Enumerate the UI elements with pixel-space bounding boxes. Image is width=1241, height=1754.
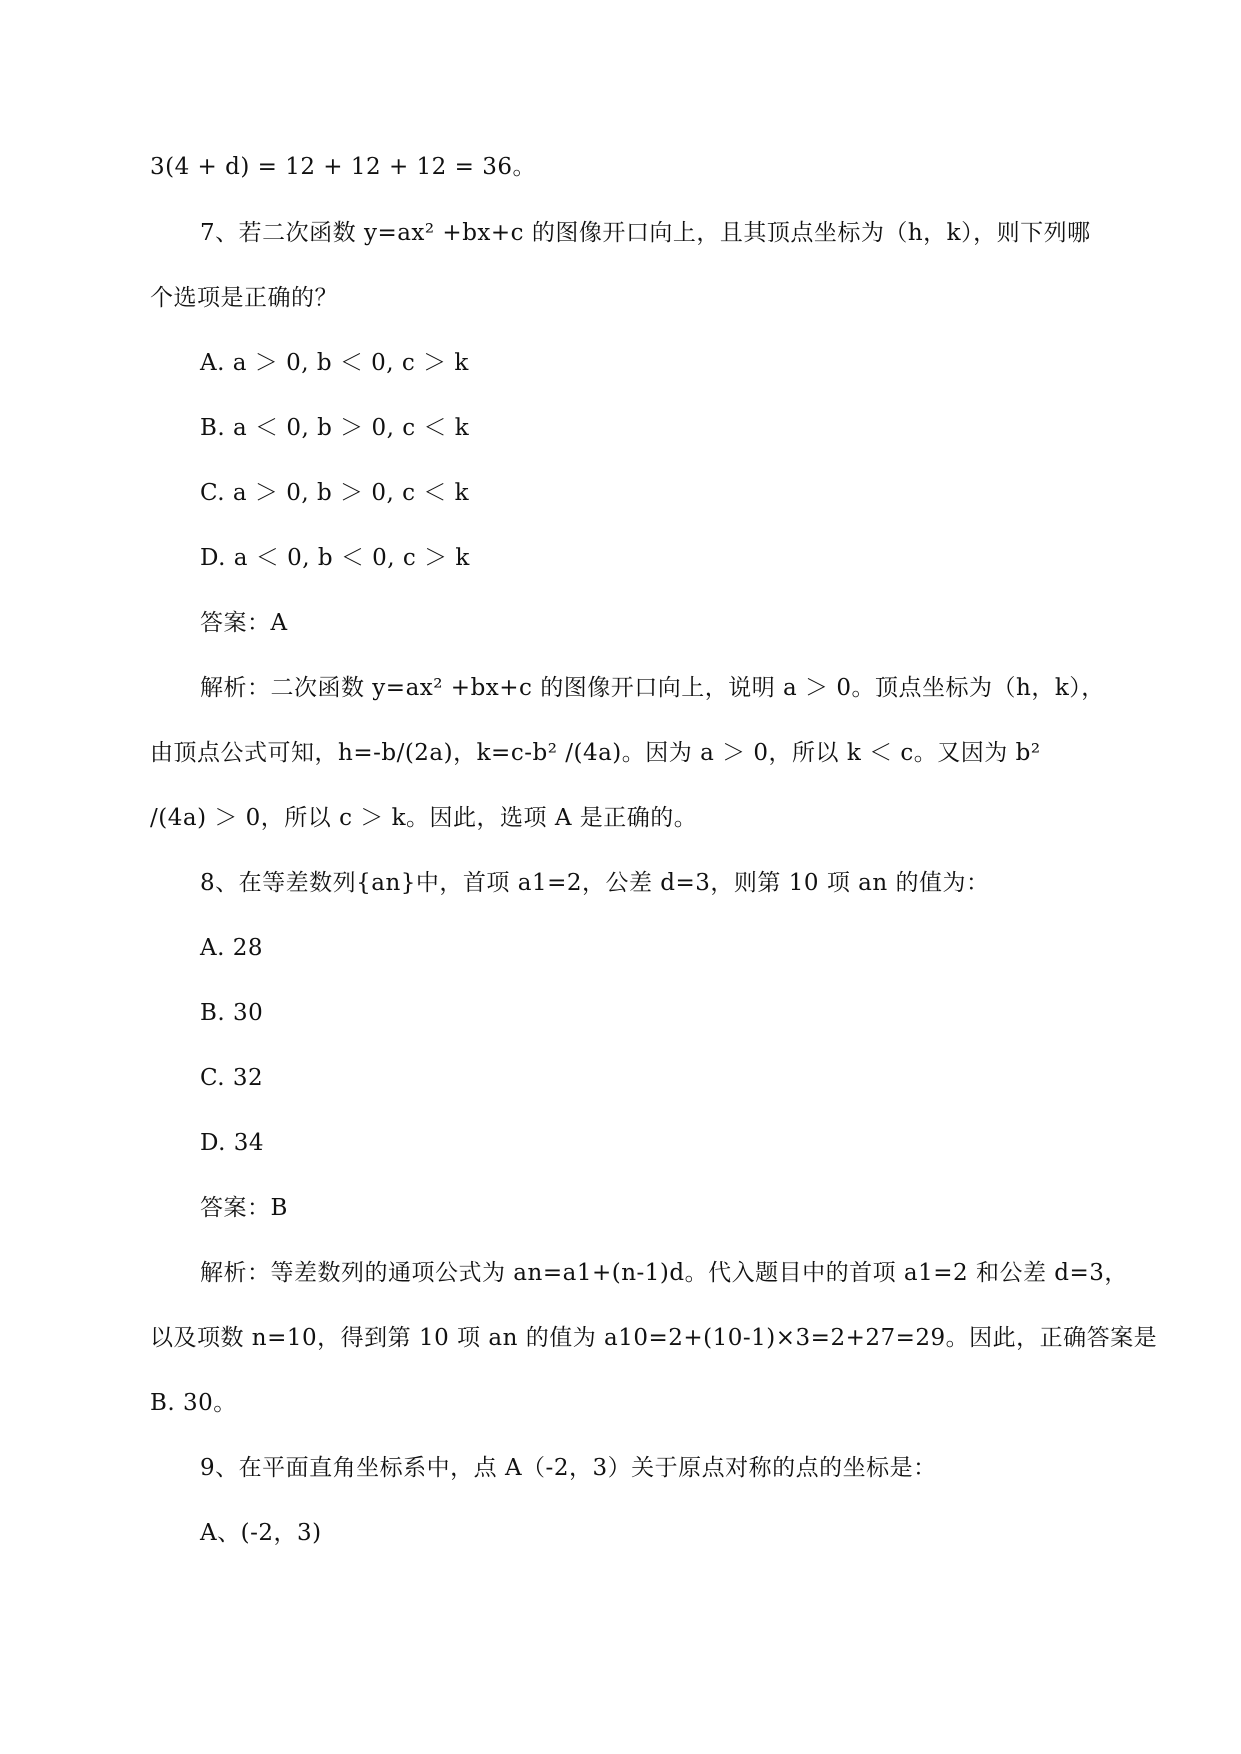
question-7-option-c: C. a ＞ 0, b ＞ 0, c ＜ k <box>200 480 470 506</box>
text-line-solution-q6-end: 3(4 + d) = 12 + 12 + 12 = 36。 <box>150 154 536 180</box>
question-8-analysis-cont-2: B. 30。 <box>150 1390 237 1416</box>
question-7-answer: 答案：A <box>200 610 288 636</box>
question-7-text: 7、若二次函数 y=ax² +bx+c 的图像开口向上，且其顶点坐标为（h，k），则下列哪 <box>200 220 1091 246</box>
question-8-option-d: D. 34 <box>200 1130 265 1156</box>
question-8-analysis: 解析：等差数列的通项公式为 an=a1+(n-1)d。代入题目中的首项 a1=2 和公差 d=3， <box>200 1260 1128 1286</box>
question-7-option-d: D. a ＜ 0, b ＜ 0, c ＞ k <box>200 545 470 571</box>
question-8-text: 8、在等差数列{an}中，首项 a1=2，公差 d=3，则第 10 项 an 的值为： <box>200 870 990 896</box>
question-8-option-b: B. 30 <box>200 1000 264 1026</box>
question-7-analysis-cont-2: /(4a) ＞ 0，所以 c ＞ k。因此，选项 A 是正确的。 <box>150 805 698 831</box>
question-9-option-a: A、(-2，3) <box>200 1520 322 1546</box>
question-9-text: 9、在平面直角坐标系中，点 A（-2，3）关于原点对称的点的坐标是： <box>200 1455 937 1481</box>
question-7-option-b: B. a ＜ 0, b ＞ 0, c ＜ k <box>200 415 470 441</box>
question-8-analysis-cont-1: 以及项数 n=10，得到第 10 项 an 的值为 a10=2+(10-1)×3=2+27=29。因此，正确答案是 <box>150 1325 1158 1351</box>
question-7-analysis: 解析：二次函数 y=ax² +bx+c 的图像开口向上，说明 a ＞ 0。顶点坐标为（h，k）， <box>200 675 1105 701</box>
question-8-answer: 答案：B <box>200 1195 288 1221</box>
question-7-text-cont: 个选项是正确的？ <box>150 285 338 311</box>
question-8-option-a: A. 28 <box>200 935 263 961</box>
question-8-option-c: C. 32 <box>200 1065 264 1091</box>
question-7-option-a: A. a ＞ 0, b ＜ 0, c ＞ k <box>200 350 469 376</box>
question-7-analysis-cont-1: 由顶点公式可知，h=-b/(2a)，k=c-b² /(4a)。因为 a ＞ 0，所以 k ＜ c。又因为 b² <box>150 740 1041 766</box>
